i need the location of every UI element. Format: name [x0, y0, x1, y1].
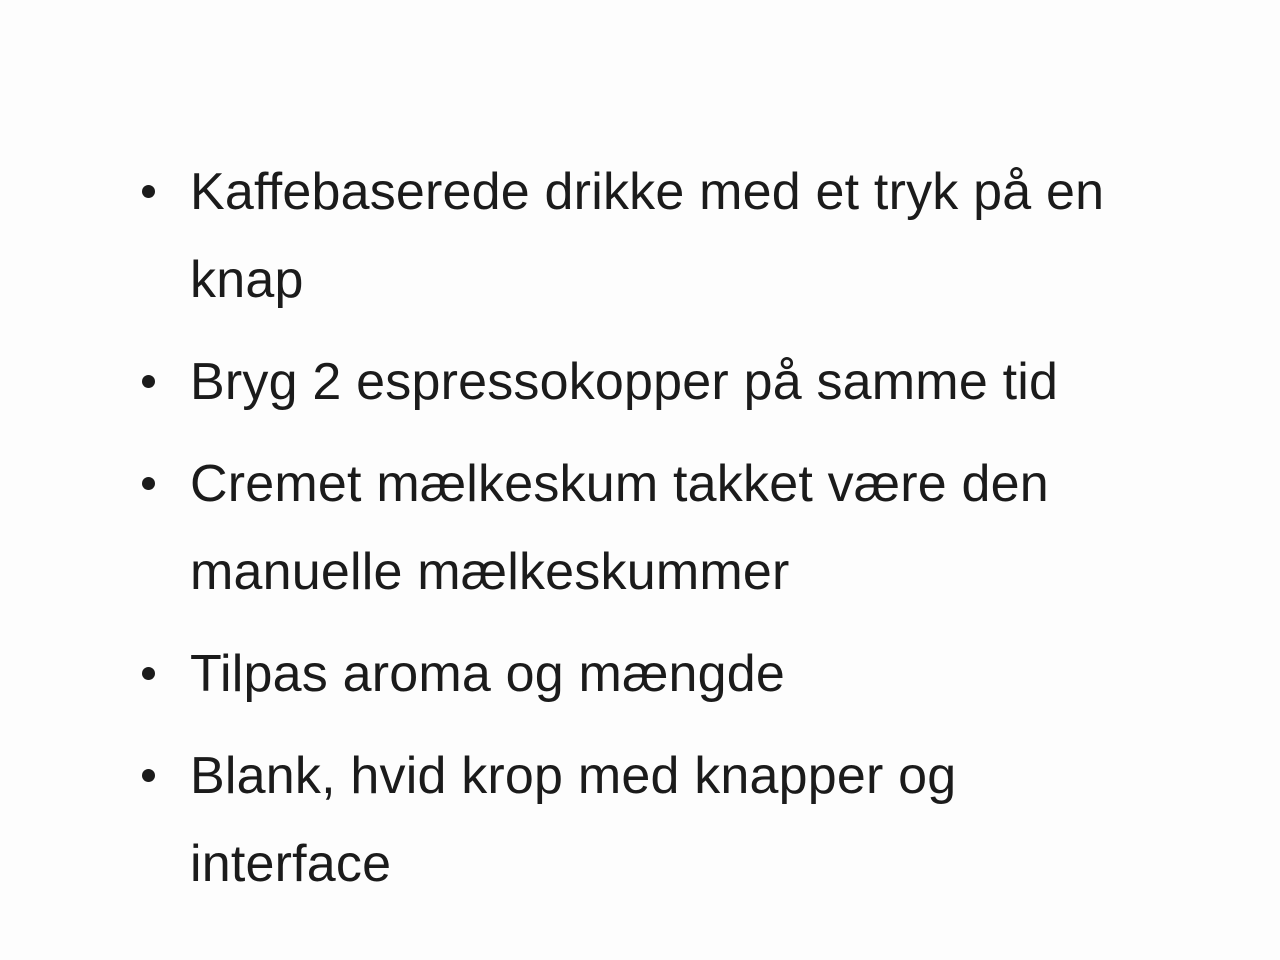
- list-item: Tilpas aroma og mængde: [140, 630, 1140, 718]
- list-item: Bryg 2 espressokopper på samme tid: [140, 338, 1140, 426]
- feature-list-section: [140, 148, 1140, 922]
- list-item: Kaffebaserede drikke med et tryk på en knap: [140, 148, 1140, 324]
- list-item: Blank, hvid krop med knapper og interface: [140, 732, 1140, 908]
- feature-bullet-list: [140, 148, 1140, 908]
- list-item: Cremet mælkeskum takket være den manuelle mælkeskummer: [140, 440, 1140, 616]
